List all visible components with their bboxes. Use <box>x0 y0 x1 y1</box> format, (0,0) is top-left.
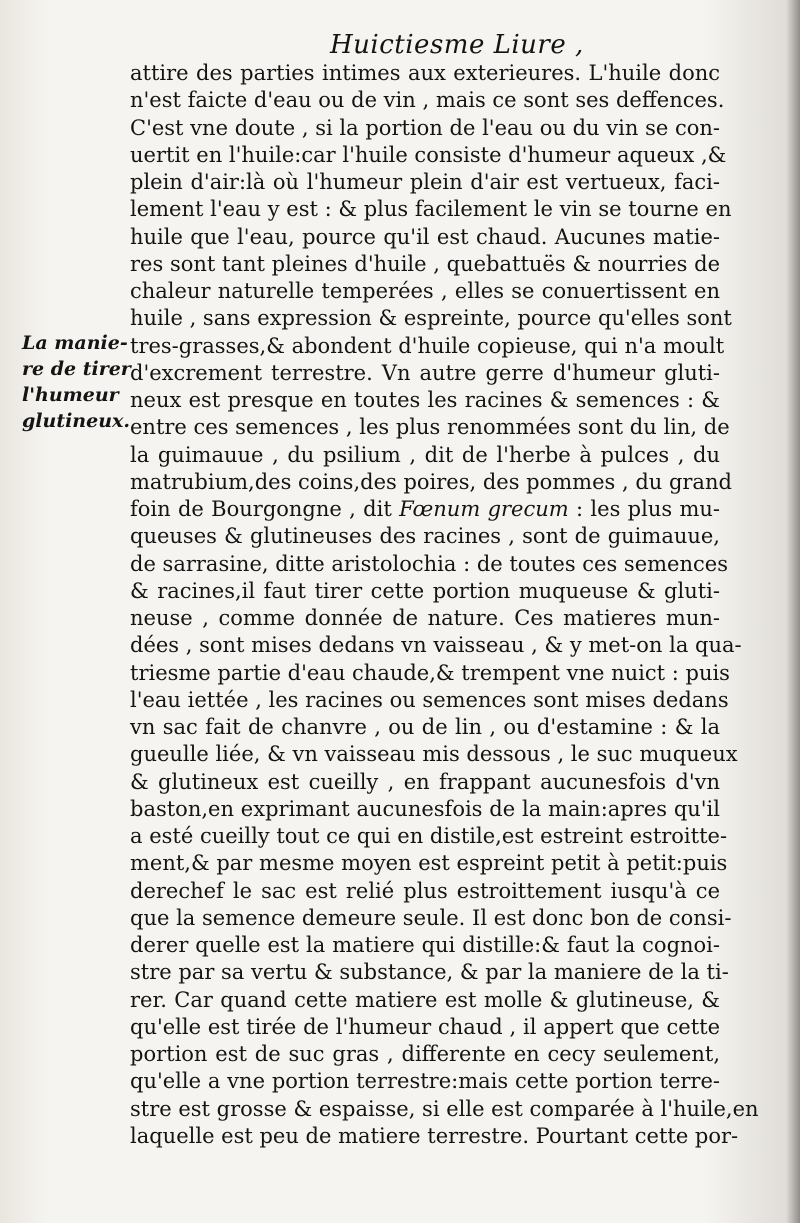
text-line: stre par sa vertu & substance, & par la maniere de la ti- <box>130 960 729 985</box>
text-line: huile , sans expression & espreinte, pource qu'elles sont <box>130 306 732 331</box>
text-line: d'excrement terrestre. Vn autre gerre d'humeur gluti- <box>130 360 720 385</box>
text-line: de sarrasine, ditte aristolochia : de toutes ces semences <box>130 551 728 576</box>
text-line: lement l'eau y est : & plus facilement le vin se tourne en <box>130 197 732 222</box>
text-line: laquelle est peu de matiere terrestre. Pourtant cette por- <box>130 1123 739 1148</box>
margin-note-line: l'humeur <box>22 384 119 406</box>
text-line: foin de Bourgongne , dit Fœnum grecum : les plus mu- <box>130 497 720 521</box>
text-line: stre est grosse & espaisse, si elle est comparée à l'huile,en <box>130 1096 759 1121</box>
text-line: queuses & glutineuses des racines , sont de guimauue, <box>130 524 720 549</box>
text-line: dées , sont mises dedans vn vaisseau , & y met-on la qua- <box>130 633 742 658</box>
text-line: qu'elle a vne portion terrestre:mais cette portion terre- <box>130 1069 720 1094</box>
text-line: uertit en l'huile:car l'huile consiste d'humeur aqueux ,& <box>130 142 727 167</box>
text-line: ment,& par mesme moyen est espreint petit à petit:puis <box>130 851 728 876</box>
text-line: matrubium,des coins,des poires, des pommes , du grand <box>130 469 732 494</box>
text-line: neux est presque en toutes les racines & semences : & <box>130 388 720 412</box>
text-line: & racines,il faut tirer cette portion muqueuse & gluti- <box>130 578 720 603</box>
text-line: qu'elle est tirée de l'humeur chaud , il appert que cette <box>130 1014 720 1039</box>
page-edge-shadow <box>786 0 800 1223</box>
text-line: vn sac fait de chanvre , ou de lin , ou d'estamine : & la <box>130 715 720 739</box>
text-line: & glutineux est cueilly , en frappant aucunesfois d'vn <box>130 769 720 794</box>
margin-note-line: glutineux. <box>22 410 130 432</box>
text-line: chaleur naturelle temperées , elles se conuertissent en <box>130 279 720 303</box>
text-line: a esté cueilly tout ce qui en distile,est estreint estroitte- <box>130 824 728 848</box>
text-line: rer. Car quand cette matiere est molle & glutineuse, & <box>130 987 720 1012</box>
text-line: que la semence demeure seule. Il est donc bon de consi- <box>130 905 732 930</box>
running-head: Huictiesme Liure , <box>330 30 584 60</box>
text-line: entre ces semences , les plus renommées sont du lin, de <box>130 415 730 440</box>
text-line: baston,en exprimant aucunesfois de la main:apres qu'il <box>130 796 720 821</box>
text-line: n'est faicte d'eau ou de vin , mais ce sont ses deffences. <box>130 88 725 113</box>
text-line: l'eau iettée , les racines ou semences sont mises dedans <box>130 687 729 712</box>
text-line: tres-grasses,& abondent d'huile copieuse, qui n'a moult <box>130 333 725 358</box>
text-line: res sont tant pleines d'huile , quebattuës & nourries de <box>130 251 720 276</box>
text-line: huile que l'eau, pource qu'il est chaud. Aucunes matie- <box>130 224 720 249</box>
text-line: attire des parties intimes aux exterieures. L'huile donc <box>130 61 720 85</box>
text-line: la guimauue , du psilium , dit de l'herbe à pulces , du <box>130 442 720 467</box>
margin-note <box>22 330 132 434</box>
text-line: triesme partie d'eau chaude,& trempent vne nuict : puis <box>130 660 730 685</box>
body-text <box>130 60 759 1150</box>
text-line: plein d'air:là où l'humeur plein d'air est vertueux, faci- <box>130 170 720 194</box>
text-line: portion est de suc gras , differente en cecy seulement, <box>130 1042 720 1066</box>
text-line: derechef le sac est relié plus estroittement iusqu'à ce <box>130 878 720 903</box>
margin-note-line: re de tirer <box>22 358 131 380</box>
italic-term: Fœnum grecum <box>399 497 569 521</box>
text-line: gueulle liée, & vn vaisseau mis dessous , le suc muqueux <box>130 742 738 767</box>
text-line: neuse , comme donnée de nature. Ces matieres mun- <box>130 606 720 630</box>
margin-note-line: La manie- <box>22 332 128 354</box>
text-line: derer quelle est la matiere qui distille:& faut la cognoi- <box>130 933 720 957</box>
text-line: C'est vne doute , si la portion de l'eau ou du vin se con- <box>130 115 720 140</box>
